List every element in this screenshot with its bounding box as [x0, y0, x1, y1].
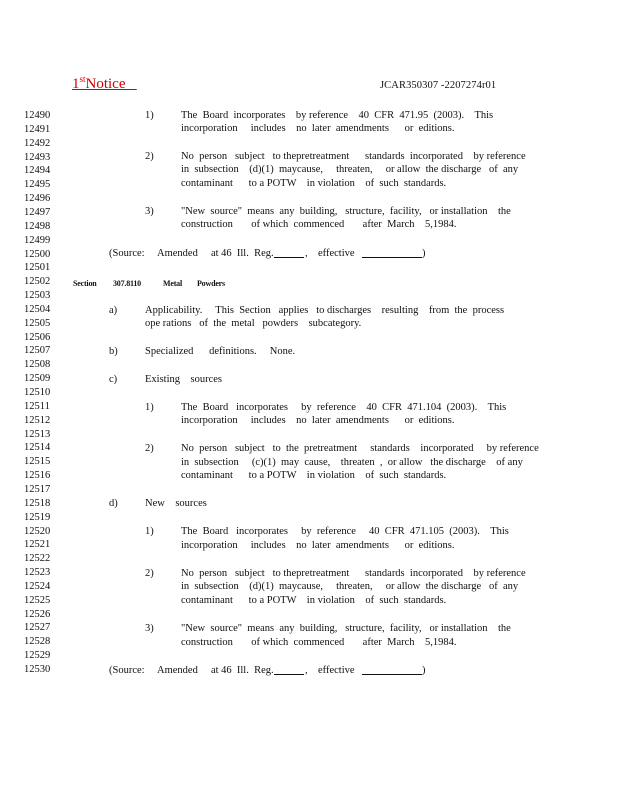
blank-line [274, 664, 304, 675]
source-effective: effective [318, 248, 355, 259]
line-number: 12502 [24, 276, 51, 288]
body-text-line: Applicability. This Section applies to discharges resulting from the process [145, 305, 505, 316]
body-text-line: "New source" means any building, structure, facility, or installation the [181, 206, 511, 217]
blank-line [362, 247, 422, 258]
item-number: 2) [145, 568, 154, 579]
section-title: Powders [197, 279, 225, 288]
body-text-line: contaminant to a POTW in violation of such standards. [181, 470, 447, 481]
line-number: 12503 [24, 290, 51, 302]
body-text-line: contaminant to a POTW in violation of such standards. [181, 595, 447, 606]
line-number: 12523 [24, 567, 51, 579]
blank-line [274, 247, 304, 258]
line-number: 12507 [24, 345, 51, 357]
item-number: 3) [145, 623, 154, 634]
notice-label: 1stNotice [72, 74, 126, 92]
line-number: 12520 [24, 525, 51, 537]
line-number: 12514 [24, 442, 51, 454]
item-number: 1) [145, 110, 154, 121]
line-number: 12525 [24, 594, 51, 606]
line-number: 12515 [24, 456, 51, 468]
line-number: 12500 [24, 248, 51, 260]
line-number: 12491 [24, 123, 51, 135]
line-number: 12529 [24, 650, 51, 662]
section-label: Section [73, 279, 97, 288]
line-number: 12498 [24, 220, 51, 232]
body-text-line: incorporation includes no later amendments or editions. [181, 123, 455, 134]
body-text-line: contaminant to a POTW in violation of such standards. [181, 178, 447, 189]
source-label: (Source: [109, 248, 145, 259]
subsection-letter: d) [109, 498, 118, 509]
body-text-line: The Board incorporates by reference 40 CFR 471.104 (2003). This [181, 402, 507, 413]
line-number: 12506 [24, 331, 51, 343]
line-number: 12530 [24, 664, 51, 675]
line-number: 12504 [24, 303, 51, 315]
source-label: (Source: [109, 665, 145, 676]
line-number: 12518 [24, 497, 51, 509]
line-number: 12512 [24, 414, 51, 426]
line-number: 12496 [24, 193, 51, 205]
item-number: 1) [145, 402, 154, 413]
subsection-letter: b) [109, 346, 118, 357]
body-text-line: No person subject to the pretreatment standards incorporated by reference [181, 443, 539, 454]
body-text-line: construction of which commenced after March 5,1984. [181, 219, 457, 230]
item-number: 1) [145, 526, 154, 537]
line-number: 12524 [24, 580, 51, 592]
line-number: 12501 [24, 262, 51, 274]
source-amended: Amended at 46 Ill. Reg. [157, 665, 274, 676]
line-number: 12521 [24, 539, 51, 551]
body-text-line: ope rations of the metal powders subcategory. [145, 318, 362, 329]
line-number: 12517 [24, 483, 51, 495]
body-text-line: construction of which commenced after March 5,1984. [181, 637, 457, 648]
item-number: 3) [145, 206, 154, 217]
body-text-line: New sources [145, 498, 207, 509]
body-text-line: incorporation includes no later amendments or editions. [181, 415, 455, 426]
line-number: 12494 [24, 165, 51, 177]
body-text-line: in subsection (d)(1) maycause, threaten, or allow the discharge of any [181, 581, 519, 592]
line-number: 12510 [24, 387, 51, 398]
line-number: 12522 [24, 553, 51, 565]
body-text-line: The Board incorporates by reference 40 CFR 471.105 (2003). This [181, 526, 509, 537]
line-number: 12519 [24, 511, 51, 523]
source-effective: effective [318, 665, 355, 676]
item-number: 2) [145, 443, 154, 454]
subsection-letter: c) [109, 374, 118, 385]
blank-line [362, 664, 422, 675]
line-number: 12527 [24, 622, 51, 634]
line-number: 12513 [24, 428, 51, 440]
line-number: 12526 [24, 608, 51, 620]
source-amended: Amended at 46 Ill. Reg. [157, 248, 274, 259]
document-code: JCAR350307 -2207274r01 [380, 80, 497, 91]
line-number: 12509 [24, 373, 51, 385]
body-text-line: Specialized definitions. None. [145, 346, 296, 357]
line-number: 12492 [24, 137, 51, 149]
item-number: 2) [145, 151, 154, 162]
body-text-line: No person subject to thepretreatment standards incorporated by reference [181, 151, 526, 162]
section-title: Metal [163, 279, 182, 288]
body-text-line: No person subject to thepretreatment standards incorporated by reference [181, 568, 526, 579]
line-number: 12497 [24, 206, 51, 218]
line-number: 12499 [24, 234, 51, 246]
body-text-line: incorporation includes no later amendments or editions. [181, 540, 455, 551]
line-number: 12490 [24, 110, 51, 121]
line-number: 12528 [24, 636, 51, 648]
line-number: 12508 [24, 359, 51, 371]
body-text-line: The Board incorporates by reference 40 CFR 471.95 (2003). This [181, 110, 494, 121]
line-number: 12511 [24, 400, 50, 412]
section-number: 307.8110 [113, 279, 141, 288]
line-number: 12495 [24, 179, 51, 191]
line-number: 12505 [24, 317, 51, 329]
body-text-line: "New source" means any building, structure, facility, or installation the [181, 623, 511, 634]
body-text-line: in subsection (c)(1) may cause, threaten , or allow the discharge of any [181, 457, 523, 468]
subsection-letter: a) [109, 305, 118, 316]
line-number: 12516 [24, 470, 51, 482]
line-number: 12493 [24, 151, 51, 163]
body-text-line: in subsection (d)(1) maycause, threaten, or allow the discharge of any [181, 164, 519, 175]
body-text-line: Existing sources [145, 374, 222, 385]
